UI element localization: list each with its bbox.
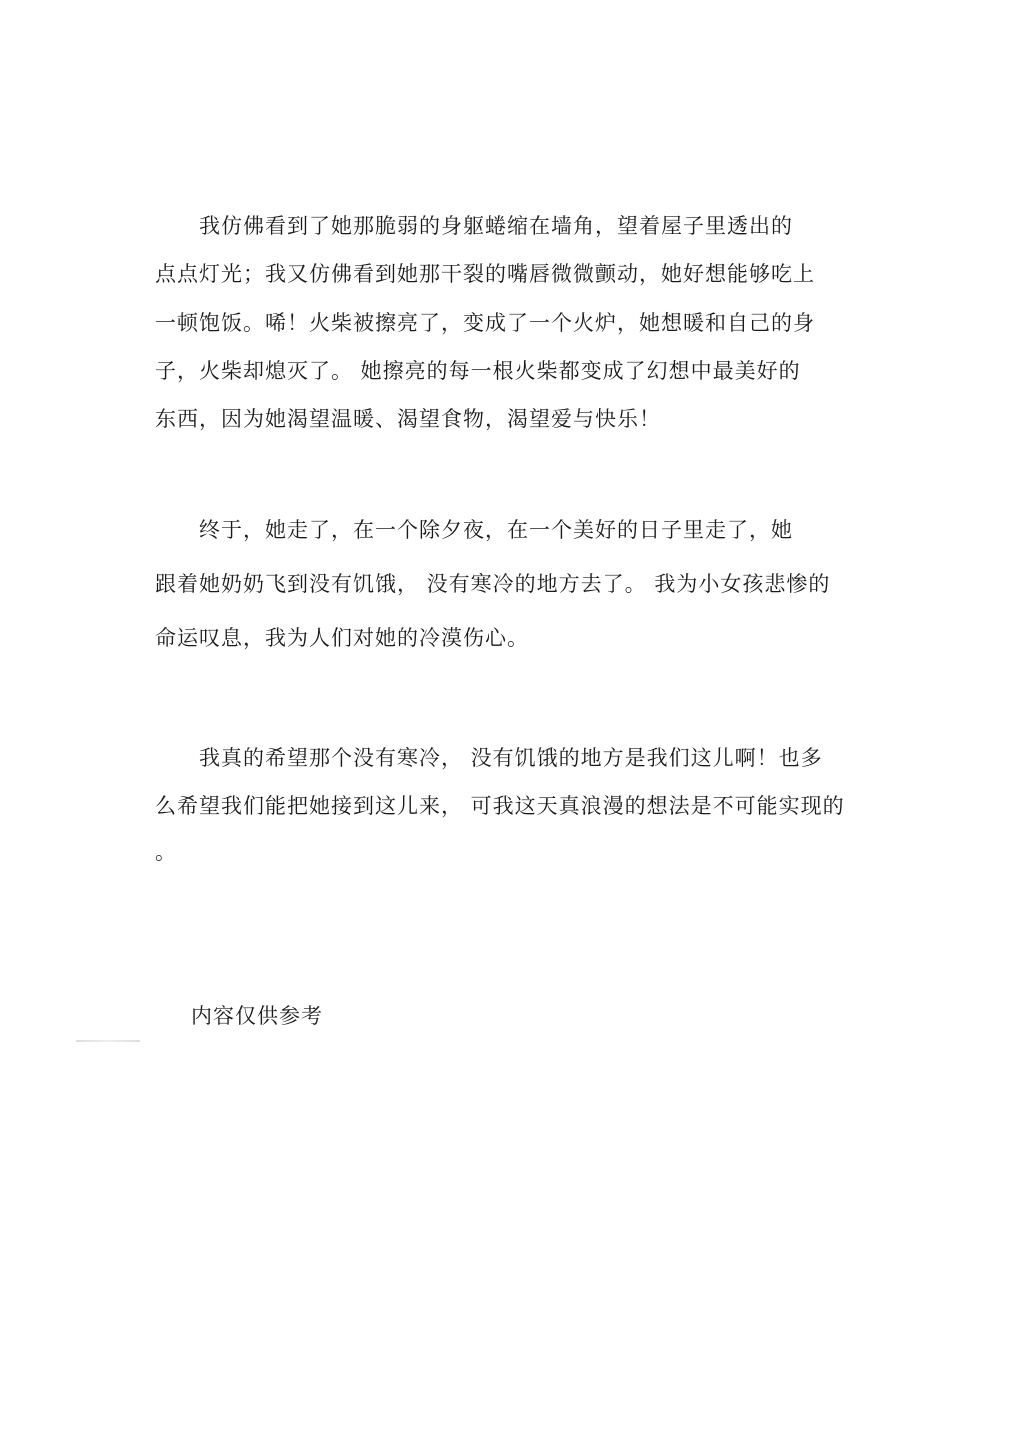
- paragraph-1-line-1: 我仿佛看到了她那脆弱的身躯蜷缩在墙角，望着屋子里透出的: [155, 214, 793, 238]
- paragraph-1-line-5: 东西，因为她渴望温暖、渴望食物，渴望爱与快乐！: [155, 407, 661, 431]
- paragraph-3-line-2: 么希望我们能把她接到这儿来， 可我这天真浪漫的想法是不可能实现的: [155, 794, 845, 818]
- paragraph-2-line-2: 跟着她奶奶飞到没有饥饿， 没有寒冷的地方去了。 我为小女孩悲惨的: [155, 572, 831, 596]
- reference-note: 内容仅供参考: [191, 1004, 323, 1028]
- paragraph-1-line-4: 子，火柴却熄灭了。 她擦亮的每一根火柴都变成了幻想中最美好的: [155, 359, 801, 383]
- paragraph-3-line-1: 我真的希望那个没有寒冷， 没有饥饿的地方是我们这儿啊！也多: [155, 746, 823, 770]
- scan-artifact-mark: [76, 1040, 140, 1042]
- paragraph-2-line-1: 终于，她走了，在一个除夕夜，在一个美好的日子里走了，她: [155, 518, 793, 542]
- paragraph-2-line-3: 命运叹息，我为人们对她的冷漠伤心。: [155, 626, 529, 650]
- paragraph-1-line-2: 点点灯光；我又仿佛看到她那干裂的嘴唇微微颤动，她好想能够吃上: [155, 262, 815, 286]
- paragraph-1-line-3: 一顿饱饭。唏！火柴被擦亮了，变成了一个火炉，她想暖和自己的身: [155, 311, 815, 335]
- paragraph-3-line-3: 。: [155, 840, 177, 864]
